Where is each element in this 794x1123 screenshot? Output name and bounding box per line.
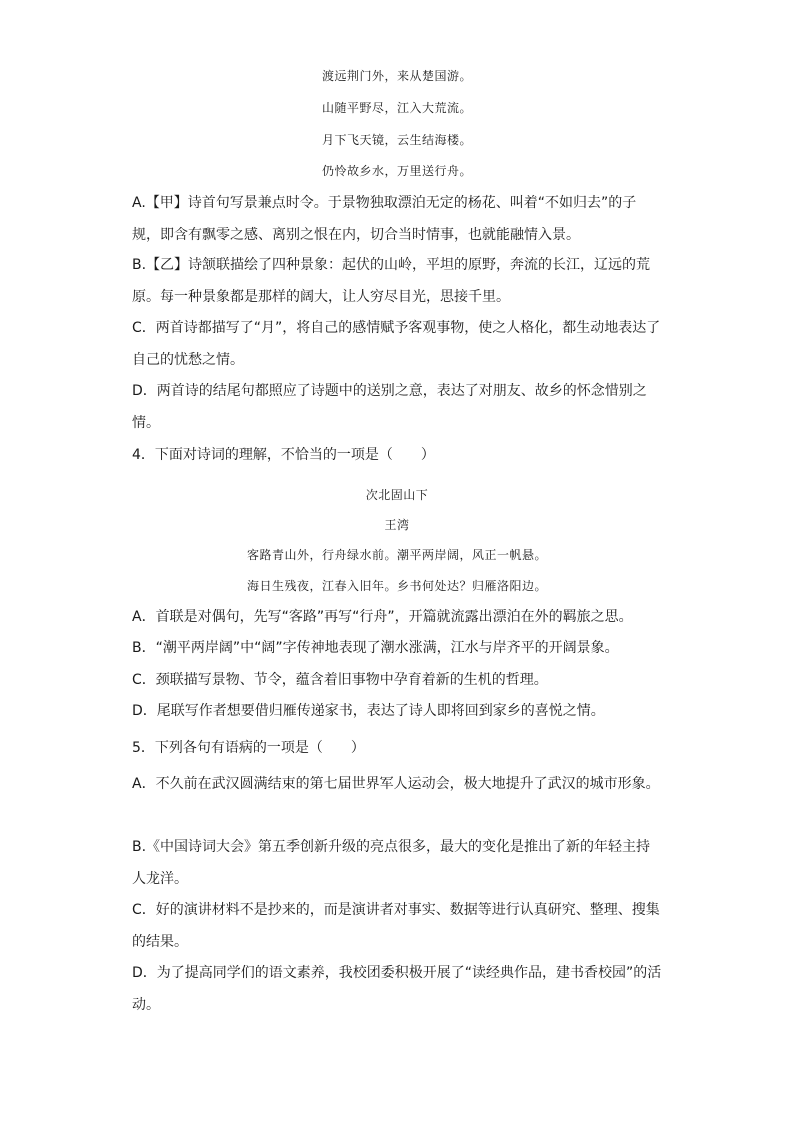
q5-stem: 5．下列各句有语病的一项是（ ） [132, 740, 365, 756]
q5-option-a: A．不久前在武汉圆满结束的第七届世界军人运动会，极大地提升了武汉的城市形象。 [132, 776, 660, 792]
poem-line: 仍怜故乡水，万里送行舟。 [321, 164, 472, 178]
poem-title: 次北固山下 [365, 488, 429, 502]
q3-option-c: C．两首诗都描写了“月”，将自己的感情赋予客观事物，使之人格化，都生动地表达了自己的忧愁之情。 [132, 320, 661, 368]
poem-line: 山随平野尽，江入大荒流。 [321, 101, 472, 115]
poem-line: 月下飞天镜，云生结海楼。 [321, 133, 472, 147]
q4-option-c: C．颈联描写景物、节令，蕴含着旧事物中孕育着新的生机的哲理。 [132, 672, 548, 688]
q5-option-b: B.《中国诗词大会》第五季创新升级的亮点很多，最大的变化是推出了新的年轻主持人龙洋。 [132, 839, 651, 887]
q3-option-a: A.【甲】诗首句写景兼点时令。于景物独取漂泊无定的杨花、叫着“不如归去”的子规，即含有飘零之感、离别之恨在内，切合当时情事，也就能融情入景。 [132, 195, 637, 243]
poem-line: 渡远荆门外，来从楚国游。 [321, 69, 472, 83]
q3-option-d: D．两首诗的结尾句都照应了诗题中的送别之意，表达了对朋友、故乡的怀念惜别之情。 [132, 383, 647, 431]
q4-option-a: A．首联是对偶句，先写“客路”再写“行舟”，开篇就流露出漂泊在外的羁旅之思。 [132, 609, 633, 625]
q4-stem: 4．下面对诗词的理解，不恰当的一项是（ ） [132, 447, 435, 463]
q4-option-d: D．尾联写作者想要借归雁传递家书，表达了诗人即将回到家乡的喜悦之情。 [132, 703, 605, 719]
poem-line: 海日生残夜，江春入旧年。乡书何处达？归雁洛阳边。 [246, 579, 547, 593]
q4-option-b: B．“潮平两岸阔”中“阔”字传神地表现了潮水涨满，江水与岸齐平的开阔景象。 [132, 640, 619, 656]
q5-option-c: C．好的演讲材料不是抄来的，而是演讲者对事实、数据等进行认真研究、整理、搜集的结果。 [132, 902, 660, 950]
q3-option-b: B.【乙】诗颔联描绘了四种景象：起伏的山岭，平坦的原野，奔流的长江，辽远的荒原。每一种景象都是那样的阔大，让人穷尽目光，思接千里。 [132, 257, 651, 305]
poem-author: 王湾 [384, 518, 410, 532]
poem-line: 客路青山外，行舟绿水前。潮平两岸阔，风正一帆悬。 [246, 548, 547, 562]
q5-option-d: D．为了提高同学们的语文素养，我校团委积极开展了“读经典作品，建书香校园”的活动。 [132, 965, 662, 1013]
